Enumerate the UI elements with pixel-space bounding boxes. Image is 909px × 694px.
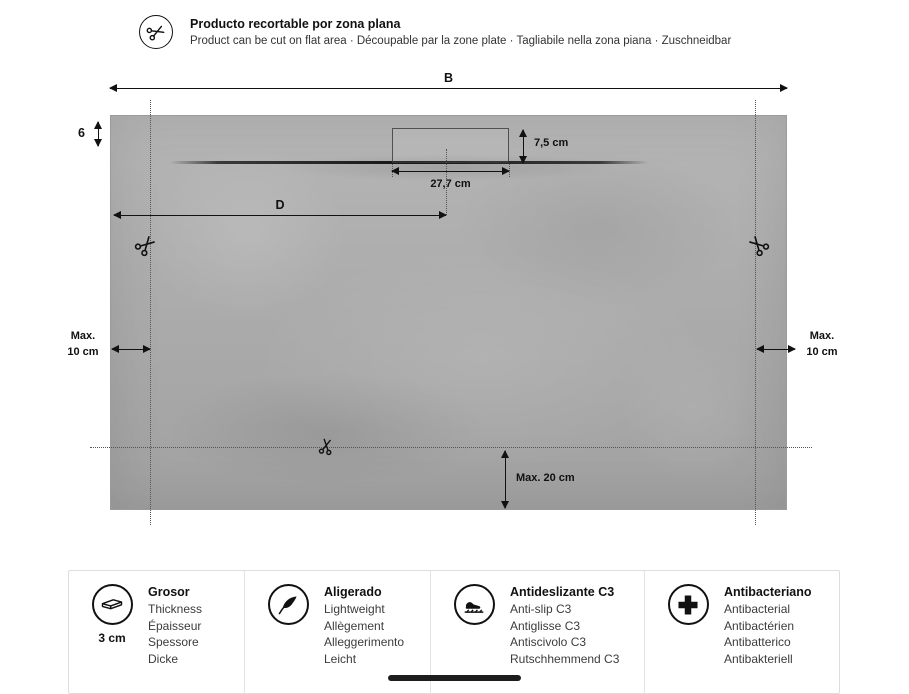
drain-center-line	[446, 149, 447, 215]
cut-right-arrow	[757, 349, 795, 350]
bottom-bar	[388, 675, 521, 681]
feature-line: Leicht	[324, 651, 357, 666]
feature-line: Antiglisse C3	[510, 618, 581, 633]
dim-d-arrow	[114, 215, 446, 216]
cut-right-max-label: Max.	[809, 330, 835, 342]
feature-line: Spessore	[148, 635, 199, 649]
feature-line: Antibakteriell	[724, 651, 793, 666]
feature-thickness	[69, 571, 245, 693]
dim-d-label: D	[275, 198, 285, 212]
cut-bottom-arrow	[505, 451, 506, 508]
cut-left-value-label: 10 cm	[67, 346, 99, 358]
feature-title: Antibacteriano	[724, 585, 812, 599]
cut-bottom-label: Max. 20 cm	[516, 472, 575, 484]
feature-line: Anti-slip C3	[510, 602, 572, 616]
cut-line-left	[150, 100, 151, 525]
feature-line: Lightweight	[324, 602, 385, 616]
cut-left-arrow	[112, 349, 150, 350]
dim-drain-width-label: 27,7 cm	[430, 178, 471, 190]
scissors-icon	[315, 436, 342, 459]
antibacterial-icon	[668, 584, 709, 625]
feature-title: Aligerado	[324, 585, 382, 599]
feature-line: Épaisseur	[148, 618, 202, 633]
dim-drain-height-arrow	[523, 130, 524, 163]
cut-line-right	[755, 100, 756, 525]
dim-rim-label: 6	[78, 126, 85, 140]
feature-line: Dicke	[148, 651, 179, 666]
cut-right-value-label: 10 cm	[806, 346, 838, 358]
shower-tray-image	[110, 115, 787, 510]
feather-icon	[268, 584, 309, 625]
dim-rim-arrow	[98, 122, 99, 146]
anti-slip-icon	[454, 584, 495, 625]
dim-b-arrow	[110, 88, 787, 89]
dim-b-label: B	[443, 71, 454, 85]
thickness-value: 3 cm	[98, 631, 126, 645]
feature-title: Grosor	[148, 585, 190, 599]
header-subtitle: Product can be cut on flat area · Découpable par la zone plate · Tagliabile nella zona piana · Zuschneidbar	[190, 35, 732, 47]
feature-antibacterial	[645, 571, 839, 693]
feature-line: Antibactérien	[724, 618, 795, 633]
feature-line: Thickness	[148, 602, 203, 616]
cut-line-bottom	[90, 447, 812, 448]
feature-line: Rutschhemmend C3	[510, 651, 620, 666]
dim-drain-height-label: 7,5 cm	[534, 137, 569, 149]
header-title: Producto recortable por zona plana	[190, 17, 401, 31]
dim-drain-width-arrow	[392, 171, 509, 172]
feature-line: Antibatterico	[724, 635, 791, 649]
feature-title: Antideslizante C3	[510, 585, 615, 599]
feature-line: Allègement	[324, 618, 385, 633]
cut-left-max-label: Max.	[70, 330, 96, 342]
drain-cover-outline	[392, 128, 509, 163]
feature-line: Alleggerimento	[324, 635, 405, 649]
thickness-icon	[92, 584, 133, 625]
feature-line: Antibacterial	[724, 602, 791, 616]
feature-line: Antiscivolo C3	[510, 635, 587, 649]
scissors-icon	[139, 15, 173, 49]
